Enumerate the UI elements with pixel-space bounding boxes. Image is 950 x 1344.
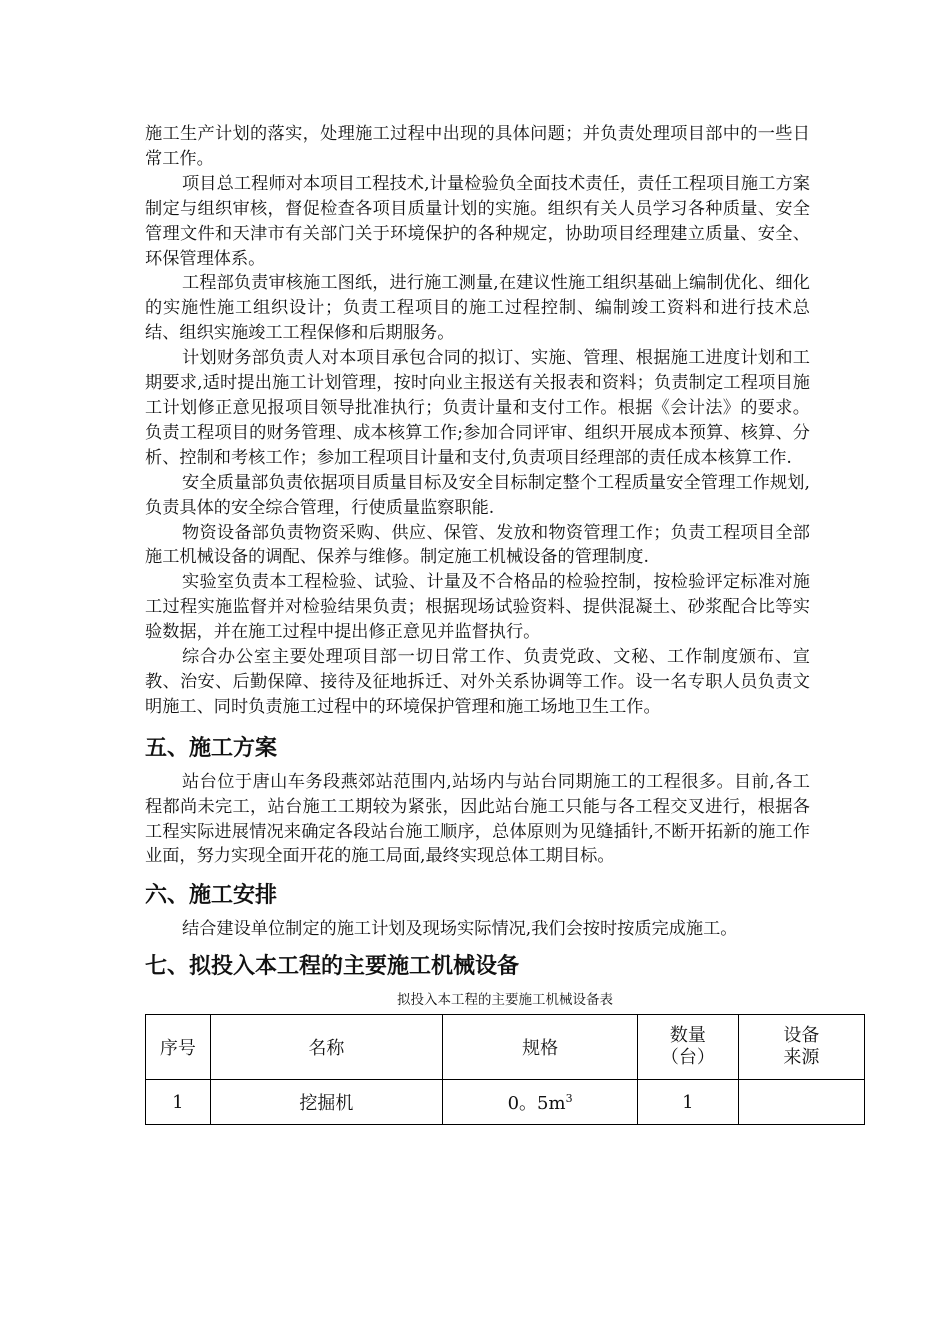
paragraph-continuation: 施工生产计划的落实，处理施工过程中出现的具体问题；并负责处理项目部中的一些日常工作。 bbox=[145, 124, 810, 169]
cell-spec-value: 0。5m bbox=[507, 1093, 566, 1115]
equipment-table bbox=[145, 1014, 865, 1125]
table-caption: 拟投入本工程的主要施工机械设备表 bbox=[397, 992, 613, 1009]
header-quantity-line1: 数量 bbox=[669, 1025, 706, 1047]
cell-index: 1 bbox=[146, 1080, 211, 1125]
cell-spec-superscript: 3 bbox=[565, 1092, 573, 1106]
section-5-body: 站台位于唐山车务段燕郊站范围内,站场内与站台同期施工的工程很多。目前,各工程都尚未完工，站台施工工期较为紧张，因此站台施工只能与各工程交叉进行，根据各工程实际进展情况来确定各段站台施工顺序，总体原则为见缝插针,不断开拓新的施工作业面，努力实现全面开花的施工局面,最终实现总体工期目标。 bbox=[145, 771, 810, 867]
header-source-line2: 来源 bbox=[783, 1047, 820, 1069]
paragraph-chief-engineer: 项目总工程师对本项目工程技术,计量检验负全面技术责任，责任工程项目施工方案制定与组织审核，督促检查各项目质量计划的实施。组织有关人员学习各种质量、安全管理文件和天津市有关部门关于环境保护的各种规定，协助项目经理建立质量、安全、环保管理体系。 bbox=[145, 173, 810, 269]
table-row bbox=[146, 1080, 865, 1125]
paragraph-safety-dept: 安全质量部负责依据项目质量目标及安全目标制定整个工程质量安全管理工作规划,负责具体的安全综合管理，行使质量监察职能. bbox=[145, 472, 810, 518]
paragraph-engineering-dept: 工程部负责审核施工图纸，进行施工测量,在建议性施工组织基础上编制优化、细化的实施性施工组织设计；负责工程项目的施工过程控制、编制竣工资料和进行技术总结、组织实施竣工工程保修和后期服务。 bbox=[145, 273, 810, 344]
cell-name: 挖掘机 bbox=[210, 1080, 443, 1125]
document-page bbox=[145, 122, 820, 1125]
header-source bbox=[738, 1015, 864, 1080]
paragraph-general-office: 综合办公室主要处理项目部一切日常工作、负责党政、文秘、工作制度颁布、宣教、治安、后勤保障、接待及征地拆迁、对外关系协调等工作。设一名专职人员负责文明施工、同时负责施工过程中的环境保护管理和施工场地卫生工作。 bbox=[145, 647, 810, 717]
table-header-row bbox=[146, 1015, 865, 1080]
header-quantity bbox=[638, 1015, 739, 1080]
paragraph-finance-dept: 计划财务部负责人对本项目承包合同的拟订、实施、管理、根据施工进度计划和工期要求,适时提出施工计划管理，按时向业主报送有关报表和资料；负责制定工程项目施工计划修正意见报项目领导批准执行；负责计量和支付工作。根据《会计法》的要求。负责工程项目的财务管理、成本核算工作;参加合同评审、组织开展成本预算、核算、分析、控制和考核工作；参加工程项目计量和支付,负责项目经理部的责任成本核算工作. bbox=[145, 348, 810, 468]
header-name: 名称 bbox=[210, 1015, 443, 1080]
header-index: 序号 bbox=[146, 1015, 211, 1080]
paragraph-laboratory: 实验室负责本工程检验、试验、计量及不合格品的检验控制，按检验评定标准对施工过程实施监督并对检验结果负责；根据现场试验资料、提供混凝土、砂浆配合比等实验数据，并在施工过程中提出修正意见并监督执行。 bbox=[145, 572, 810, 643]
header-source-line1: 设备 bbox=[783, 1025, 820, 1047]
header-spec: 规格 bbox=[443, 1015, 638, 1080]
cell-source bbox=[738, 1080, 864, 1125]
cell-quantity: 1 bbox=[638, 1080, 739, 1125]
section-7-heading: 七、拟投入本工程的主要施工机械设备 bbox=[145, 954, 520, 980]
section-6-heading: 六、施工安排 bbox=[145, 883, 278, 909]
cell-spec bbox=[443, 1080, 638, 1125]
section-6-body: 结合建设单位制定的施工计划及现场实际情况,我们会按时按质完成施工。 bbox=[182, 919, 738, 940]
header-quantity-line2: （台） bbox=[660, 1047, 715, 1069]
paragraph-materials-dept: 物资设备部负责物资采购、供应、保管、发放和物资管理工作；负责工程项目全部施工机械设备的调配、保养与维修。制定施工机械设备的管理制度. bbox=[145, 522, 810, 568]
section-5-heading: 五、施工方案 bbox=[145, 735, 278, 761]
